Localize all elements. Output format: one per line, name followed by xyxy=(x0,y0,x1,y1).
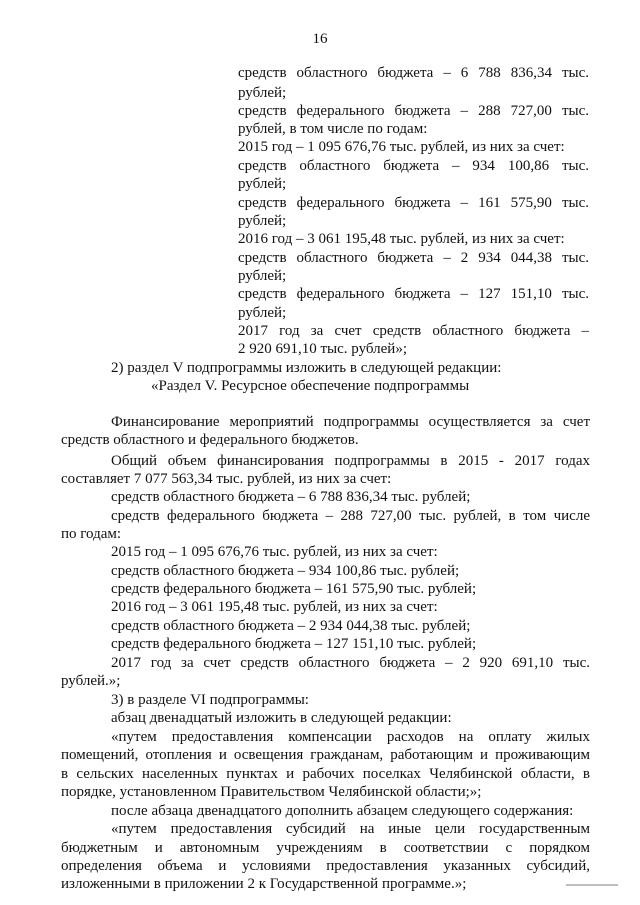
text-line: рублей; xyxy=(238,268,287,284)
text-line: «путем предоставления компенсации расходов на оплату жилых xyxy=(111,729,590,745)
text-line: средств федерального бюджета – 161 575,90 тыс. рублей; xyxy=(111,581,477,597)
text-line: помещений, отопления и освещения гражданам, работающим и проживающим xyxy=(61,747,590,763)
text-line: средств областного бюджета – 6 788 836,34 тыс. рублей; xyxy=(111,489,471,505)
text-line: рублей.»; xyxy=(61,673,121,689)
text-line: абзац двенадцатый изложить в следующей редакции: xyxy=(111,710,452,726)
text-line: средств федерального бюджета – 288 727,00 тыс. рублей, в том числе xyxy=(111,508,590,524)
text-line: средств областного бюджета – 934 100,86 тыс. xyxy=(238,158,589,174)
text-line: средств областного и федерального бюджетов. xyxy=(61,432,359,448)
text-line: средств федерального бюджета – 161 575,90 тыс. xyxy=(238,195,589,211)
text-line: Финансирование мероприятий подпрограммы осуществляется за счет xyxy=(111,414,590,430)
text-line: порядке, установленном Правительством Челябинской области;»; xyxy=(61,784,482,800)
page-number: 16 xyxy=(312,31,328,47)
text-line: 2017 год за счет средств областного бюджета – 2 920 691,10 тыс. xyxy=(111,655,590,671)
text-line: «путем предоставления субсидий на иные цели государственным xyxy=(111,821,590,837)
text-line: определения объема и условиями предоставления указанных субсидий, xyxy=(61,858,590,874)
text-line: 2) раздел V подпрограммы изложить в следующей редакции: xyxy=(111,360,502,376)
text-line: рублей; xyxy=(238,213,287,229)
text-line: средств областного бюджета – 6 788 836,34 тыс. xyxy=(238,65,589,81)
text-line: рублей; xyxy=(238,176,287,192)
text-line: 2016 год – 3 061 195,48 тыс. рублей, из них за счет: xyxy=(238,231,565,247)
text-line: 2017 год за счет средств областного бюджета – xyxy=(238,323,589,339)
section-heading: «Раздел V. Ресурсное обеспечение подпрограммы xyxy=(151,378,470,394)
text-line: средств областного бюджета – 934 100,86 тыс. рублей; xyxy=(111,563,460,579)
text-line: по годам: xyxy=(61,526,122,542)
text-line: составляет 7 077 563,34 тыс. рублей, из них за счет: xyxy=(61,471,392,487)
text-line: бюджетным и автономным учреждениям в соответствии с порядком xyxy=(61,840,590,856)
text-line: средств федерального бюджета – 288 727,00 тыс. xyxy=(238,103,589,119)
text-line: после абзаца двенадцатого дополнить абзацем следующего содержания: xyxy=(111,803,574,819)
scan-artifact-line xyxy=(566,884,618,886)
text-line: Общий объем финансирования подпрограммы в 2015 - 2017 годах xyxy=(111,453,590,469)
text-line: средств федерального бюджета – 127 151,10 тыс. xyxy=(238,286,589,302)
text-line: средств областного бюджета – 2 934 044,38 тыс. рублей; xyxy=(111,618,471,634)
text-line: 2015 год – 1 095 676,76 тыс. рублей, из них за счет: xyxy=(238,139,565,155)
text-line: средств федерального бюджета – 127 151,10 тыс. рублей; xyxy=(111,636,477,652)
text-line: средств областного бюджета – 2 934 044,38 тыс. xyxy=(238,250,589,266)
text-line: рублей; xyxy=(238,305,287,321)
text-line: 2015 год – 1 095 676,76 тыс. рублей, из них за счет: xyxy=(111,544,438,560)
text-line: рублей; xyxy=(238,85,287,101)
text-line: изложенными в приложении 2 к Государственной программе.»; xyxy=(61,876,467,892)
text-line: 3) в разделе VI подпрограммы: xyxy=(111,692,309,708)
text-line: в сельских населенных пунктах и рабочих поселках Челябинской области, в xyxy=(61,766,590,782)
text-line: рублей, в том числе по годам: xyxy=(238,121,428,137)
text-line: 2016 год – 3 061 195,48 тыс. рублей, из них за счет: xyxy=(111,599,438,615)
text-line: 2 920 691,10 тыс. рублей»; xyxy=(238,341,407,357)
